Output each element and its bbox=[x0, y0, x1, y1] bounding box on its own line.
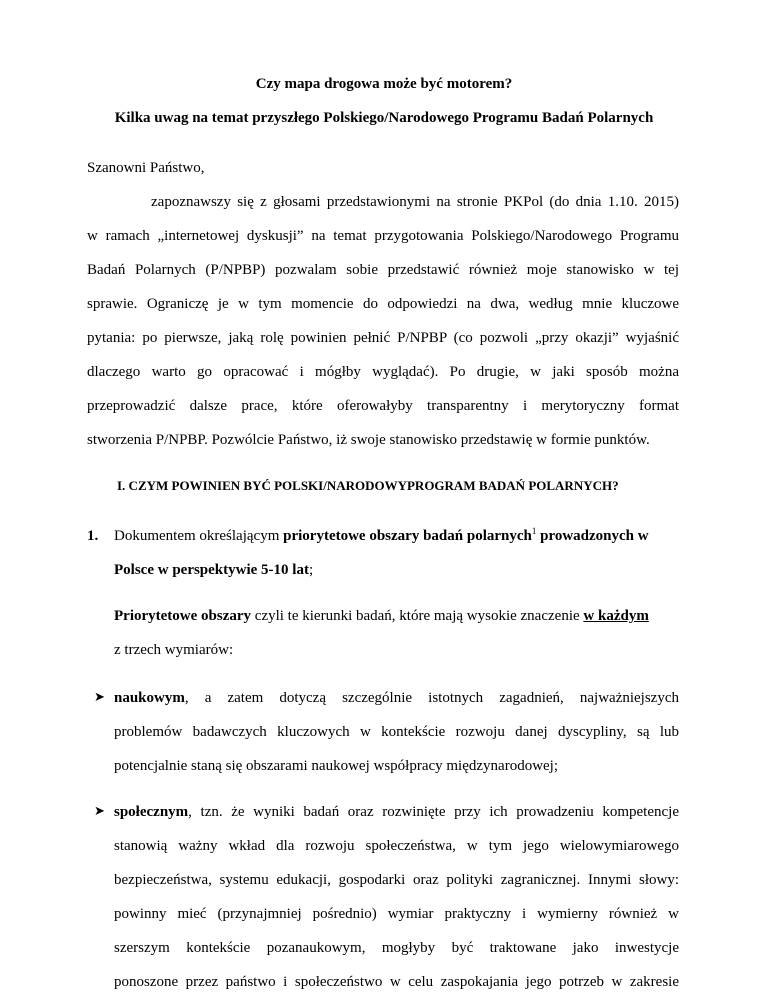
intro-line: Badań Polarnych (P/NPBP) pozwalam sobie przedstawić również moje stanowisko w tej bbox=[87, 262, 679, 278]
bullet-naukowym-line-1: naukowym, a zatem dotyczą szczególnie istotnych zagadnień, najważniejszych bbox=[114, 690, 679, 706]
document-subtitle: Kilka uwag na temat przyszłego Polskiego/Narodowego Programu Badań Polarnych bbox=[114, 110, 654, 126]
bullet-spolecznym-line-1: społecznym, tzn. że wyniki badań oraz rozwinięte przy ich prowadzeniu kompetencje bbox=[114, 804, 679, 820]
arrowhead-bullet-icon: ➤ bbox=[94, 689, 105, 704]
section-heading: I. CZYM POWINIEN BYĆ POLSKI/NARODOWYPROGRAM BADAŃ POLARNYCH? bbox=[117, 478, 619, 493]
salutation: Szanowni Państwo, bbox=[87, 160, 205, 176]
intro-line: zapoznawszy się z głosami przedstawionymi na stronie PKPol (do dnia 1.10. 2015) bbox=[151, 194, 679, 210]
bullet-spolecznym-line: bezpieczeństwa, systemu edukacji, gospodarki oraz polityki zagranicznej. Innymi słowy: bbox=[114, 872, 679, 888]
point-1-line-1: Dokumentem określającym priorytetowe obszary badań polarnych$^1$ prowadzonych w bbox=[114, 526, 649, 544]
footnote-ref[interactable]: 1 bbox=[531, 526, 537, 536]
priority-line-1: Priorytetowe obszary czyli te kierunki badań, które mają wysokie znaczenie w każdym bbox=[114, 608, 649, 624]
bullet-naukowym-line: potencjalnie staną się obszarami naukowej współpracy międzynarodowej; bbox=[114, 758, 559, 774]
priority-line-2: z trzech wymiarów: bbox=[114, 642, 234, 658]
intro-line: dlaczego warto go opracować i mógłby wyglądać). Po drugie, w jaki sposób można bbox=[87, 364, 679, 380]
bullet-spolecznym-line: ponoszone przez państwo i społeczeństwo w celu zaspokajania jego potrzeb w zakresie bbox=[114, 974, 679, 990]
intro-line: stworzenia P/NPBP. Pozwólcie Państwo, iż swoje stanowisko przedstawię w formie punktów. bbox=[87, 432, 650, 448]
intro-line: sprawie. Ograniczę je w tym momencie do odpowiedzi na dwa, według mnie kluczowe bbox=[87, 296, 679, 312]
bullet-spolecznym-line: szerszym kontekście pozanaukowym, mogłyby być traktowane jako inwestycje bbox=[114, 940, 679, 956]
intro-line: przeprowadzić dalsze prace, które oferowałyby transparentny i merytoryczny format bbox=[87, 398, 679, 414]
point-number: 1. bbox=[87, 528, 99, 544]
intro-line: pytania: po pierwsze, jaką rolę powinien pełnić P/NPBP (co pozwoli „przy okazji” wyjaśnić bbox=[87, 330, 679, 346]
bullet-spolecznym-line: stanowią ważny wkład dla rozwoju społeczeństwa, w tym jego wielowymiarowego bbox=[114, 838, 679, 854]
intro-line: w ramach „internetowej dyskusji” na temat przygotowania Polskiego/Narodowego Programu bbox=[87, 228, 679, 244]
bullet-naukowym-line: problemów badawczych kluczowych w kontekście rozwoju danej dyscypliny, są lub bbox=[114, 724, 679, 740]
point-1-line-2: Polsce w perspektywie 5-10 lat; bbox=[114, 562, 314, 578]
document-title: Czy mapa drogowa może być motorem? bbox=[255, 76, 513, 92]
arrowhead-bullet-icon: ➤ bbox=[94, 803, 105, 818]
bullet-spolecznym-line: powinny mieć (przynajmniej pośrednio) wymiar praktyczny i wymierny również w bbox=[114, 906, 679, 922]
